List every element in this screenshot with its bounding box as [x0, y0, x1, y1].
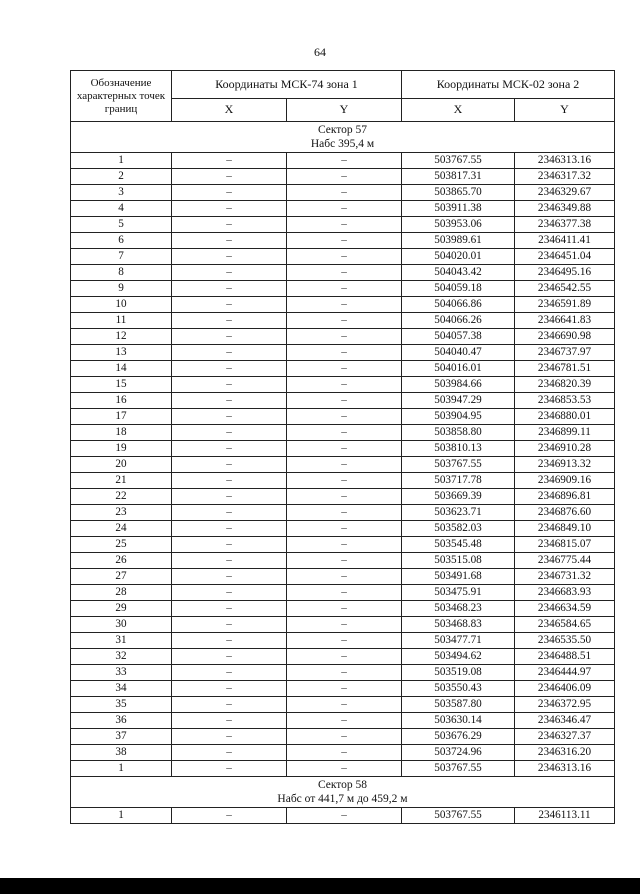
- cell-msk02-y: 2346737.97: [515, 345, 615, 361]
- cell-msk74-y: –: [287, 457, 402, 473]
- cell-msk02-y: 2346535.50: [515, 633, 615, 649]
- sector-58-subtitle: Набс от 441,7 м до 459,2 м: [277, 793, 408, 805]
- cell-point: 17: [71, 409, 172, 425]
- cell-msk02-y: 2346899.11: [515, 425, 615, 441]
- cell-msk02-x: 503767.55: [402, 761, 515, 777]
- header-msk74-group: Координаты МСК-74 зона 1: [172, 71, 402, 99]
- cell-msk02-y: 2346913.32: [515, 457, 615, 473]
- cell-msk74-y: –: [287, 601, 402, 617]
- table-row: [71, 697, 615, 713]
- cell-msk74-y: –: [287, 665, 402, 681]
- cell-msk74-x: –: [172, 601, 287, 617]
- cell-msk02-x: 504066.86: [402, 297, 515, 313]
- cell-msk74-x: –: [172, 585, 287, 601]
- header-msk02-x: X: [402, 98, 515, 121]
- cell-msk02-x: 503989.61: [402, 233, 515, 249]
- cell-msk02-x: 503587.80: [402, 697, 515, 713]
- cell-point: 16: [71, 393, 172, 409]
- table-row: [71, 329, 615, 345]
- cell-point: 1: [71, 153, 172, 169]
- cell-point: 5: [71, 217, 172, 233]
- cell-msk02-y: 2346641.83: [515, 313, 615, 329]
- table-row: [71, 665, 615, 681]
- cell-msk02-y: 2346488.51: [515, 649, 615, 665]
- header-msk02-y: Y: [515, 98, 615, 121]
- cell-msk02-y: 2346346.47: [515, 713, 615, 729]
- cell-msk02-y: 2346372.95: [515, 697, 615, 713]
- cell-msk02-y: 2346495.16: [515, 265, 615, 281]
- cell-msk74-y: –: [287, 345, 402, 361]
- cell-msk74-y: –: [287, 425, 402, 441]
- cell-msk02-x: 503623.71: [402, 505, 515, 521]
- cell-msk74-x: –: [172, 808, 287, 824]
- cell-msk74-y: –: [287, 297, 402, 313]
- cell-msk02-x: 503984.66: [402, 377, 515, 393]
- cell-msk02-y: 2346317.32: [515, 169, 615, 185]
- cell-msk74-y: –: [287, 409, 402, 425]
- cell-point: 29: [71, 601, 172, 617]
- cell-msk02-x: 504066.26: [402, 313, 515, 329]
- cell-msk74-x: –: [172, 233, 287, 249]
- table-row: [71, 217, 615, 233]
- cell-msk02-x: 503494.62: [402, 649, 515, 665]
- cell-msk74-x: –: [172, 649, 287, 665]
- cell-msk02-x: 503676.29: [402, 729, 515, 745]
- header-msk74-y: Y: [287, 98, 402, 121]
- cell-msk74-x: –: [172, 313, 287, 329]
- cell-msk02-x: 503858.80: [402, 425, 515, 441]
- cell-msk74-x: –: [172, 665, 287, 681]
- table-row: [71, 537, 615, 553]
- sector-57-caption: [71, 122, 615, 153]
- cell-msk74-y: –: [287, 201, 402, 217]
- cell-msk02-y: 2346880.01: [515, 409, 615, 425]
- cell-msk74-x: –: [172, 489, 287, 505]
- cell-msk74-y: –: [287, 521, 402, 537]
- cell-msk74-x: –: [172, 249, 287, 265]
- table-row: [71, 681, 615, 697]
- header-msk02-group: Координаты МСК-02 зона 2: [402, 71, 615, 99]
- cell-msk74-y: –: [287, 185, 402, 201]
- table-body: [71, 122, 615, 824]
- cell-point: 7: [71, 249, 172, 265]
- cell-msk74-y: –: [287, 377, 402, 393]
- cell-msk74-y: –: [287, 153, 402, 169]
- cell-msk74-x: –: [172, 521, 287, 537]
- cell-msk02-y: 2346377.38: [515, 217, 615, 233]
- cell-msk74-x: –: [172, 265, 287, 281]
- cell-msk74-x: –: [172, 441, 287, 457]
- table-row: [71, 713, 615, 729]
- cell-msk02-y: 2346349.88: [515, 201, 615, 217]
- cell-msk74-y: –: [287, 473, 402, 489]
- cell-msk74-x: –: [172, 393, 287, 409]
- cell-msk02-x: 503545.48: [402, 537, 515, 553]
- cell-point: 37: [71, 729, 172, 745]
- cell-msk74-y: –: [287, 761, 402, 777]
- sector-header-row: [71, 122, 615, 153]
- cell-msk74-y: –: [287, 537, 402, 553]
- cell-msk02-x: 503630.14: [402, 713, 515, 729]
- cell-msk02-x: 503904.95: [402, 409, 515, 425]
- table-row: [71, 313, 615, 329]
- cell-msk02-y: 2346820.39: [515, 377, 615, 393]
- cell-msk02-x: 503550.43: [402, 681, 515, 697]
- table-row: [71, 505, 615, 521]
- cell-msk02-y: 2346113.11: [515, 808, 615, 824]
- cell-msk02-y: 2346327.37: [515, 729, 615, 745]
- cell-msk74-x: –: [172, 217, 287, 233]
- cell-msk74-y: –: [287, 393, 402, 409]
- cell-point: 24: [71, 521, 172, 537]
- table-row: [71, 617, 615, 633]
- sector-58-caption: [71, 777, 615, 808]
- cell-msk02-y: 2346731.32: [515, 569, 615, 585]
- cell-msk02-x: 503519.08: [402, 665, 515, 681]
- cell-msk02-x: 503865.70: [402, 185, 515, 201]
- cell-msk74-x: –: [172, 745, 287, 761]
- cell-msk02-y: 2346909.16: [515, 473, 615, 489]
- cell-point: 18: [71, 425, 172, 441]
- cell-msk02-x: 503947.29: [402, 393, 515, 409]
- cell-msk74-x: –: [172, 729, 287, 745]
- cell-msk74-x: –: [172, 345, 287, 361]
- cell-msk02-x: 503582.03: [402, 521, 515, 537]
- cell-point: 27: [71, 569, 172, 585]
- header-msk74-x: X: [172, 98, 287, 121]
- cell-msk02-x: 504059.18: [402, 281, 515, 297]
- cell-msk02-x: 503817.31: [402, 169, 515, 185]
- cell-msk02-x: 503810.13: [402, 441, 515, 457]
- cell-point: 19: [71, 441, 172, 457]
- table-row: [71, 569, 615, 585]
- cell-msk74-y: –: [287, 233, 402, 249]
- cell-point: 31: [71, 633, 172, 649]
- cell-msk02-y: 2346910.28: [515, 441, 615, 457]
- cell-msk74-x: –: [172, 185, 287, 201]
- cell-msk02-y: 2346849.10: [515, 521, 615, 537]
- cell-msk74-y: –: [287, 713, 402, 729]
- table-row: [71, 633, 615, 649]
- cell-msk74-x: –: [172, 697, 287, 713]
- cell-msk74-x: –: [172, 361, 287, 377]
- cell-msk74-x: –: [172, 201, 287, 217]
- cell-msk74-x: –: [172, 505, 287, 521]
- cell-point: 28: [71, 585, 172, 601]
- cell-point: 3: [71, 185, 172, 201]
- sector-header-row: [71, 777, 615, 808]
- cell-msk74-y: –: [287, 265, 402, 281]
- cell-msk74-x: –: [172, 457, 287, 473]
- cell-msk74-x: –: [172, 377, 287, 393]
- cell-msk74-y: –: [287, 697, 402, 713]
- cell-point: 35: [71, 697, 172, 713]
- cell-msk74-y: –: [287, 649, 402, 665]
- cell-msk02-x: 504016.01: [402, 361, 515, 377]
- cell-point: 10: [71, 297, 172, 313]
- table-row: [71, 281, 615, 297]
- table-row: [71, 585, 615, 601]
- cell-msk74-y: –: [287, 617, 402, 633]
- cell-msk74-x: –: [172, 617, 287, 633]
- cell-msk74-x: –: [172, 537, 287, 553]
- cell-msk02-y: 2346316.20: [515, 745, 615, 761]
- cell-msk02-x: 504020.01: [402, 249, 515, 265]
- cell-msk74-y: –: [287, 585, 402, 601]
- cell-msk74-x: –: [172, 713, 287, 729]
- cell-msk02-y: 2346542.55: [515, 281, 615, 297]
- cell-msk02-y: 2346329.67: [515, 185, 615, 201]
- cell-msk02-y: 2346313.16: [515, 153, 615, 169]
- cell-point: 14: [71, 361, 172, 377]
- table-row: [71, 409, 615, 425]
- cell-point: 1: [71, 808, 172, 824]
- cell-msk02-x: 504043.42: [402, 265, 515, 281]
- table-row: [71, 808, 615, 824]
- table-row: [71, 377, 615, 393]
- cell-msk74-y: –: [287, 745, 402, 761]
- cell-point: 34: [71, 681, 172, 697]
- cell-msk02-x: 503767.55: [402, 808, 515, 824]
- table-row: [71, 457, 615, 473]
- cell-msk74-y: –: [287, 489, 402, 505]
- cell-msk74-x: –: [172, 569, 287, 585]
- cell-point: 15: [71, 377, 172, 393]
- table-row: [71, 553, 615, 569]
- cell-msk74-y: –: [287, 808, 402, 824]
- table-row: [71, 169, 615, 185]
- cell-point: 36: [71, 713, 172, 729]
- table-row: [71, 441, 615, 457]
- cell-msk74-x: –: [172, 761, 287, 777]
- table-row: [71, 153, 615, 169]
- cell-msk02-y: 2346313.16: [515, 761, 615, 777]
- cell-point: 25: [71, 537, 172, 553]
- table-row: [71, 297, 615, 313]
- cell-point: 8: [71, 265, 172, 281]
- cell-msk74-y: –: [287, 217, 402, 233]
- cell-msk02-y: 2346896.81: [515, 489, 615, 505]
- table-row: [71, 425, 615, 441]
- cell-msk02-y: 2346584.65: [515, 617, 615, 633]
- cell-msk74-x: –: [172, 169, 287, 185]
- cell-msk74-y: –: [287, 681, 402, 697]
- table-row: [71, 361, 615, 377]
- table-row: [71, 761, 615, 777]
- table-row: [71, 249, 615, 265]
- cell-msk74-x: –: [172, 473, 287, 489]
- table-row: [71, 649, 615, 665]
- cell-msk02-x: 503515.08: [402, 553, 515, 569]
- table-row: [71, 233, 615, 249]
- cell-msk02-x: 503468.83: [402, 617, 515, 633]
- cell-point: 23: [71, 505, 172, 521]
- cell-msk74-x: –: [172, 409, 287, 425]
- cell-msk74-y: –: [287, 281, 402, 297]
- cell-msk02-x: 503669.39: [402, 489, 515, 505]
- table-row: [71, 489, 615, 505]
- cell-msk74-y: –: [287, 249, 402, 265]
- cell-msk02-y: 2346444.97: [515, 665, 615, 681]
- cell-msk02-y: 2346853.53: [515, 393, 615, 409]
- cell-point: 32: [71, 649, 172, 665]
- table-row: [71, 393, 615, 409]
- coordinates-table: [70, 70, 615, 824]
- cell-msk74-x: –: [172, 681, 287, 697]
- table-row: [71, 601, 615, 617]
- cell-msk02-y: 2346781.51: [515, 361, 615, 377]
- cell-msk02-x: 503491.68: [402, 569, 515, 585]
- cell-msk74-y: –: [287, 633, 402, 649]
- scan-border: [0, 878, 640, 894]
- cell-point: 21: [71, 473, 172, 489]
- table-row: [71, 729, 615, 745]
- cell-msk74-x: –: [172, 425, 287, 441]
- cell-point: 22: [71, 489, 172, 505]
- cell-msk02-y: 2346876.60: [515, 505, 615, 521]
- cell-point: 9: [71, 281, 172, 297]
- table-row: [71, 185, 615, 201]
- cell-point: 30: [71, 617, 172, 633]
- cell-msk74-y: –: [287, 729, 402, 745]
- cell-msk74-y: –: [287, 569, 402, 585]
- cell-msk02-x: 503717.78: [402, 473, 515, 489]
- page-number: 64: [314, 45, 326, 59]
- cell-msk02-y: 2346690.98: [515, 329, 615, 345]
- cell-msk02-x: 503477.71: [402, 633, 515, 649]
- cell-msk02-x: 503468.23: [402, 601, 515, 617]
- table-row: [71, 345, 615, 361]
- table-row: [71, 201, 615, 217]
- cell-msk02-y: 2346634.59: [515, 601, 615, 617]
- table-row: [71, 265, 615, 281]
- header-point-designation: Обозначение характерных точек границ: [71, 71, 172, 122]
- cell-msk02-y: 2346451.04: [515, 249, 615, 265]
- cell-msk74-x: –: [172, 633, 287, 649]
- cell-msk74-y: –: [287, 505, 402, 521]
- cell-point: 13: [71, 345, 172, 361]
- cell-msk02-y: 2346683.93: [515, 585, 615, 601]
- cell-msk74-y: –: [287, 553, 402, 569]
- cell-msk74-y: –: [287, 441, 402, 457]
- cell-msk74-x: –: [172, 553, 287, 569]
- cell-msk02-y: 2346411.41: [515, 233, 615, 249]
- cell-msk02-x: 503911.38: [402, 201, 515, 217]
- cell-point: 2: [71, 169, 172, 185]
- cell-msk02-x: 504057.38: [402, 329, 515, 345]
- cell-msk74-x: –: [172, 297, 287, 313]
- cell-msk02-x: 503475.91: [402, 585, 515, 601]
- cell-msk02-x: 503767.55: [402, 153, 515, 169]
- table-row: [71, 521, 615, 537]
- cell-msk02-y: 2346591.89: [515, 297, 615, 313]
- cell-msk74-x: –: [172, 153, 287, 169]
- cell-msk02-x: 503953.06: [402, 217, 515, 233]
- cell-msk02-x: 503767.55: [402, 457, 515, 473]
- cell-point: 20: [71, 457, 172, 473]
- cell-msk74-y: –: [287, 361, 402, 377]
- cell-point: 26: [71, 553, 172, 569]
- cell-point: 33: [71, 665, 172, 681]
- cell-point: 1: [71, 761, 172, 777]
- cell-msk74-y: –: [287, 169, 402, 185]
- table-row: [71, 745, 615, 761]
- cell-point: 6: [71, 233, 172, 249]
- cell-msk74-x: –: [172, 329, 287, 345]
- cell-msk02-y: 2346775.44: [515, 553, 615, 569]
- cell-point: 12: [71, 329, 172, 345]
- cell-point: 38: [71, 745, 172, 761]
- cell-msk74-x: –: [172, 281, 287, 297]
- cell-point: 4: [71, 201, 172, 217]
- sector-57-subtitle: Набс 395,4 м: [310, 138, 375, 150]
- cell-msk74-y: –: [287, 329, 402, 345]
- cell-msk74-y: –: [287, 313, 402, 329]
- sector-57-title: Сектор 57: [317, 124, 368, 136]
- cell-msk02-y: 2346815.07: [515, 537, 615, 553]
- sector-58-title: Сектор 58: [317, 779, 368, 791]
- cell-msk02-x: 503724.96: [402, 745, 515, 761]
- cell-msk02-y: 2346406.09: [515, 681, 615, 697]
- cell-msk02-x: 504040.47: [402, 345, 515, 361]
- table-row: [71, 473, 615, 489]
- cell-point: 11: [71, 313, 172, 329]
